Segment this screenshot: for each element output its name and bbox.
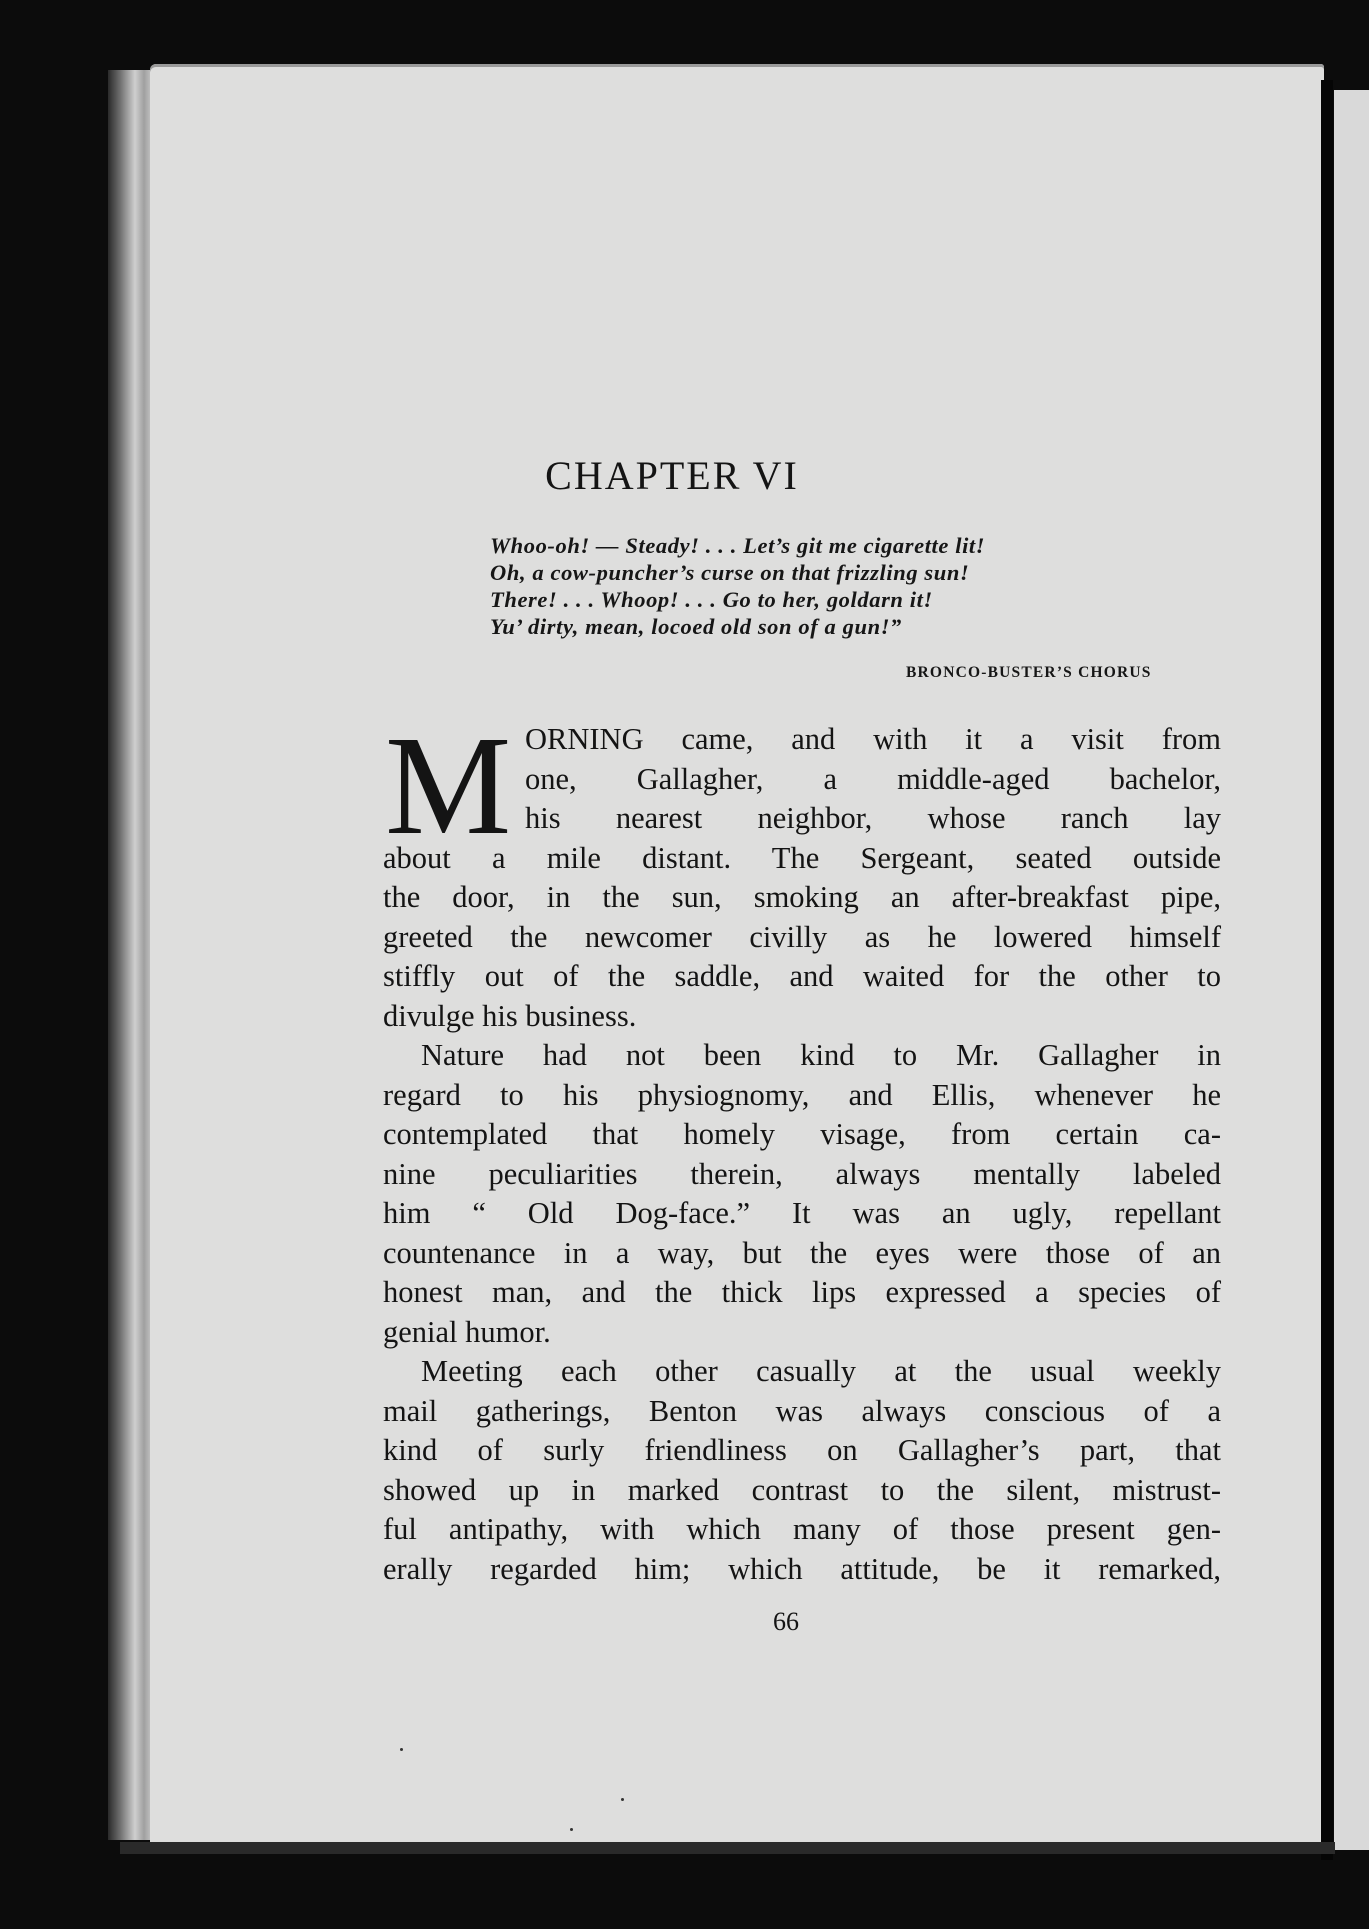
epigraph-attribution: BRONCO-BUSTER’S CHORUS <box>906 664 1152 681</box>
text-line: showed up in marked contrast to the silent, mistrust- <box>383 1472 1221 1507</box>
text-line: nine peculiarities therein, always mentally labeled <box>383 1156 1221 1191</box>
epigraph-line: Whoo-oh! — Steady! . . . Let’s git me cigarette lit! <box>490 533 986 558</box>
epigraph-line: Yu’ dirty, mean, locoed old son of a gun!” <box>490 614 902 639</box>
epigraph-line: Oh, a cow-puncher’s curse on that frizzling sun! <box>490 560 970 585</box>
text-line: one, Gallagher, a middle-aged bachelor, <box>525 761 1221 796</box>
text-line: greeted the newcomer civilly as he lowered himself <box>383 919 1221 954</box>
text-line: stiffly out of the saddle, and waited for the other to <box>383 959 1221 993</box>
right-page-edge <box>1321 80 1333 1860</box>
body-text <box>383 706 1221 1589</box>
text-line: erally regarded him; which attitude, be it remarked, <box>383 1551 1221 1586</box>
text-line: countenance in a way, but the eyes were those of an <box>383 1235 1221 1270</box>
text-line: regard to his physiognomy, and Ellis, whenever he <box>383 1077 1221 1112</box>
page-number: 66 <box>773 1607 799 1636</box>
text-line: honest man, and the thick lips expressed a species of <box>383 1275 1221 1309</box>
paragraph <box>383 1352 1221 1589</box>
text-line: his nearest neighbor, whose ranch lay <box>525 801 1221 835</box>
text-line: about a mile distant. The Sergeant, seated outside <box>383 840 1221 875</box>
text-line: him “ Old Dog-face.” It was an ugly, repellant <box>383 1196 1221 1230</box>
paragraph <box>383 706 1221 1036</box>
text-line: mail gatherings, Benton was always conscious of a <box>383 1393 1221 1428</box>
epigraph <box>490 532 1210 640</box>
text-line: Meeting each other casually at the usual weekly <box>421 1354 1221 1388</box>
text-line: ORNING came, and with it a visit from <box>525 722 1221 756</box>
chapter-title-text: CHAPTER VI <box>545 453 799 498</box>
dust-speck <box>570 1828 573 1831</box>
text-line: kind of surly friendliness on Gallagher’s part, that <box>383 1433 1221 1467</box>
drop-cap: M <box>385 706 510 864</box>
text-line: ful antipathy, with which many of those present gen- <box>383 1512 1221 1546</box>
text-line: divulge his business. <box>383 998 637 1033</box>
text-line: genial humor. <box>383 1314 551 1349</box>
paragraph <box>383 1036 1221 1352</box>
epigraph-line: There! . . . Whoop! . . . Go to her, goldarn it! <box>490 587 933 612</box>
text-line: the door, in the sun, smoking an after-breakfast pipe, <box>383 880 1221 914</box>
text-line: contemplated that homely visage, from certain ca- <box>383 1117 1221 1151</box>
bottom-page-edge <box>120 1842 1335 1854</box>
dust-speck <box>400 1748 403 1751</box>
text-line: Nature had not been kind to Mr. Gallagher in <box>421 1038 1221 1072</box>
dust-speck <box>621 1798 624 1801</box>
facing-page-strip <box>1334 90 1369 1850</box>
